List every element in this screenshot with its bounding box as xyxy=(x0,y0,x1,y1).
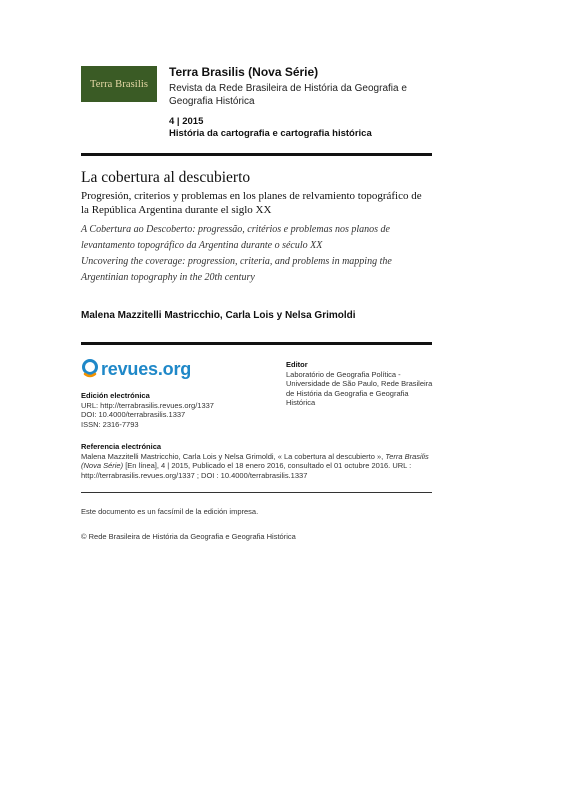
revues-logo-icon xyxy=(81,359,99,379)
issue-number: 4 | 2015 xyxy=(169,116,204,127)
middle-divider xyxy=(81,342,432,345)
edicion-url[interactable]: URL: http://terrabrasilis.revues.org/1337 xyxy=(81,400,214,410)
referencia-text xyxy=(81,452,432,481)
revues-logo-link[interactable] xyxy=(81,358,191,380)
copyright-note: © Rede Brasileira de História da Geografia e Geografia Histórica xyxy=(81,532,296,541)
journal-subtitle: Revista da Rede Brasileira de História da Geografia e Geografia Histórica xyxy=(169,83,407,107)
issue-info xyxy=(169,116,434,140)
facsimile-note: Este documento es un facsímil de la edición impresa. xyxy=(81,507,259,516)
issue-theme: História da cartografia e cartografia histórica xyxy=(169,128,372,139)
editor-info xyxy=(286,360,436,408)
article-title-portuguese: A Cobertura ao Descoberto: progressão, critérios e problemas nos planos de levantamento topográfico da Argentina durante o século XX xyxy=(81,224,390,251)
top-divider xyxy=(81,153,432,156)
editor-label: Editor xyxy=(286,360,308,369)
referencia-journal: Terra Brasilis (Nova Série) xyxy=(81,451,429,470)
edicion-electronica xyxy=(81,391,271,429)
referencia-electronica xyxy=(81,442,432,480)
edicion-issn: ISSN: 2316-7793 xyxy=(81,419,139,429)
editor-text: Laboratório de Geografia Política - Universidade de São Paulo, Rede Brasileira de História da Geografia e Geografia Histórica xyxy=(286,369,433,407)
article-title-english: Uncovering the coverage: progression, criteria, and problems in mapping the Argentinian topography in the 20th century xyxy=(81,256,392,283)
journal-logo xyxy=(81,66,157,102)
journal-logo-text: Terra Brasilis xyxy=(89,78,149,90)
article-authors: Malena Mazzitelli Mastricchio, Carla Lois y Nelsa Grimoldi xyxy=(81,310,356,321)
referencia-part2: [En línea], 4 | 2015, Publicado el 18 enero 2016, consultado el 01 octubre 2016. URL : http://terrabrasilis.revues.org/1337 ; DOI : 10.4000/terrabrasilis.1337 xyxy=(81,461,412,480)
article-subtitle: Progresión, criterios y problemas en los planes de relvamiento topográfico de la República Argentina durante el siglo XX xyxy=(81,190,422,216)
referencia-label: Referencia electrónica xyxy=(81,442,162,451)
revues-logo-text: revues.org xyxy=(101,358,192,379)
bottom-divider xyxy=(81,492,432,493)
article-title: La cobertura al descubierto xyxy=(81,169,251,186)
journal-title: Terra Brasilis (Nova Série) xyxy=(169,65,319,79)
edicion-label: Edición electrónica xyxy=(81,391,150,400)
journal-header xyxy=(169,65,434,108)
edicion-doi[interactable]: DOI: 10.4000/terrabrasilis.1337 xyxy=(81,410,186,419)
referencia-part1: Malena Mazzitelli Mastricchio, Carla Lois y Nelsa Grimoldi, « La cobertura al descubierto », xyxy=(81,451,386,461)
